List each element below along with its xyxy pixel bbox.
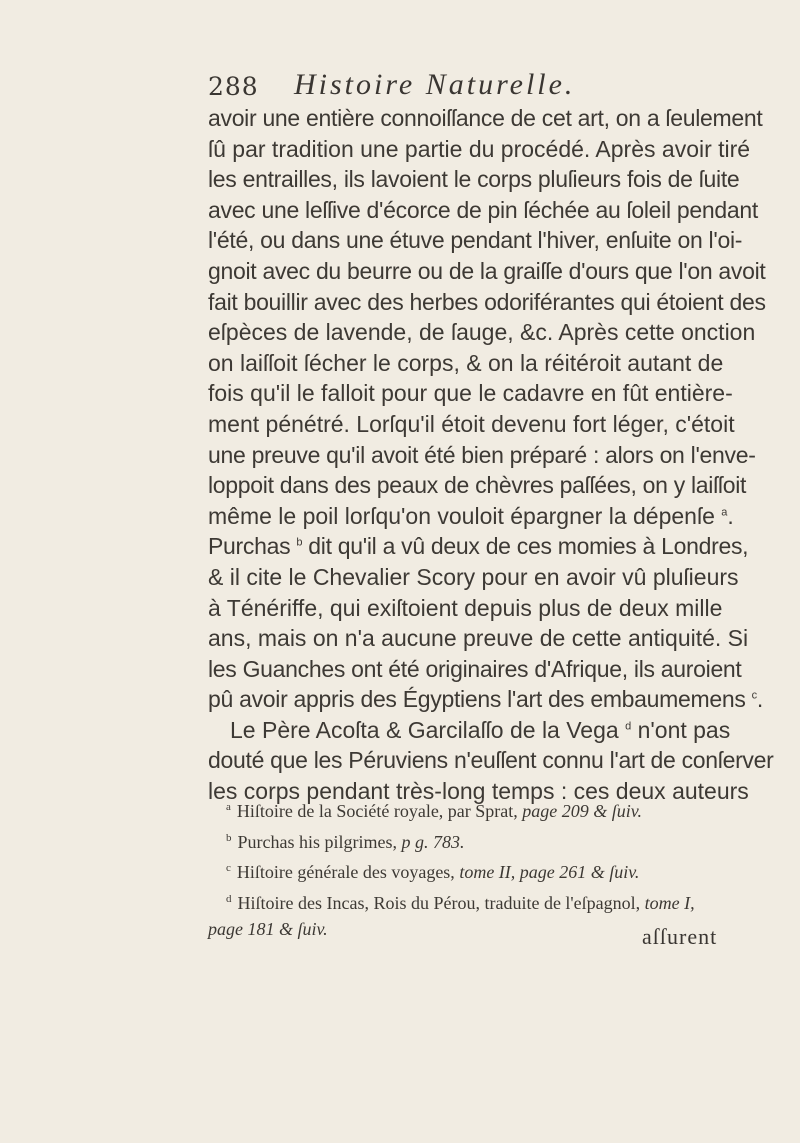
text-line: l'été, ou dans une étuve pendant l'hiver, enſuite on l'oi- <box>208 227 743 254</box>
catchword: aſſurent <box>642 924 718 949</box>
footnote-a <box>208 794 756 825</box>
text-line: les entrailles, ils lavoient le corps pluſieurs fois de ſuite <box>208 166 740 193</box>
text-line: eſpèces de lavende, de ſauge, &c. Après cette onction <box>208 319 756 346</box>
page-header <box>208 68 748 108</box>
text-line: ans, mais on n'a aucune preuve de cette antiquité. Si <box>208 625 749 652</box>
text-line: une preuve qu'il avoit été bien préparé : alors on l'enve- <box>208 441 756 468</box>
text-line: douté que les Péruviens n'euſſent connu l'art de conſerver <box>208 747 774 774</box>
footnote-text: Purchas his pilgrimes, <box>237 831 397 852</box>
footnote-text: Hiſtoire générale des voyages, <box>236 862 455 882</box>
period: . <box>727 502 734 529</box>
footnote-ref-a: a <box>721 506 728 519</box>
text-line: avoir une entière connoiſſance de cet art, on a ſeulement <box>208 105 763 131</box>
text-line: fait bouillir avec des herbes odoriférantes qui étoient des <box>208 288 766 315</box>
footnote-mark: c <box>226 862 231 874</box>
footnote-location: p g. 783. <box>401 831 465 852</box>
footnote-ref-b: b <box>296 536 303 549</box>
text-segment: même le poil lorſqu'on vouloit épargner la dépenſe <box>208 502 715 529</box>
footnote-ref-d: d <box>625 720 632 733</box>
footnote-c <box>208 855 756 886</box>
text-line: ſû par tradition une partie du procédé. Après avoir tiré <box>208 135 751 162</box>
footnote-location: tome II, page 261 & ſuiv. <box>459 862 640 882</box>
text-line: on laiſſoit ſécher le corps, & on la réitéroit autant de <box>208 349 724 376</box>
text-line: les Guanches ont été originaires d'Afrique, ils auroient <box>208 655 742 682</box>
text-line: les corps pendant très-long temps : ces deux auteurs <box>208 778 749 805</box>
text-segment: dit qu'il a vû deux de ces momies à Londres, <box>308 533 749 560</box>
footnote-mark: a <box>226 801 231 813</box>
text-line-with-ref <box>208 501 756 532</box>
body-text <box>208 103 774 807</box>
text-line: à Ténériffe, qui exiſtoient depuis plus de deux mille <box>208 594 723 621</box>
footnote-mark: d <box>226 892 232 905</box>
text-line-with-ref <box>208 715 756 746</box>
text-line: avec une leſſive d'écorce de pin ſéchée au ſoleil pendant <box>208 196 758 223</box>
text-line: ment pénétré. Lorſqu'il étoit devenu fort léger, c'étoit <box>208 410 735 437</box>
text-line-with-ref <box>208 531 756 562</box>
text-line: fois qu'il le falloit pour que le cadavre en fût entière- <box>208 380 733 407</box>
footnote-location: page 209 & ſuiv. <box>522 801 642 821</box>
footnote-ref-c: c <box>751 689 757 702</box>
text-line: gnoit avec du beurre ou de la graiſſe d'ours que l'on avoit <box>208 257 766 284</box>
text-segment: n'ont pas <box>637 716 731 743</box>
text-segment: pû avoir appris des Égyptiens l'art des embaumemens <box>208 686 746 713</box>
text-segment: Purchas <box>208 533 291 560</box>
footnote-text: Hiſtoire des Incas, Rois du Pérou, traduite de l'eſpagnol, <box>237 892 641 913</box>
footnote-b <box>208 825 756 856</box>
period: . <box>756 686 763 713</box>
footnote-text: Hiſtoire de la Société royale, par Sprat, <box>236 801 518 821</box>
page-number: 288 <box>208 72 259 101</box>
footnote-mark: b <box>226 831 232 844</box>
footnotes <box>208 794 756 943</box>
text-line-with-ref <box>208 684 763 715</box>
footnote-d <box>208 886 756 917</box>
running-title: Histoire Naturelle. <box>294 68 576 101</box>
text-segment: Le Père Acoſta & Garcilaſſo de la Vega <box>230 716 619 743</box>
text-line: & il cite le Chevalier Scory pour en avoir vû pluſieurs <box>208 563 739 590</box>
footnote-location: page 181 & ſuiv. <box>208 919 328 939</box>
text-line: loppoit dans des peaux de chèvres paſſées, on y laiſſoit <box>208 472 747 499</box>
footnote-location: tome I, <box>644 892 695 913</box>
